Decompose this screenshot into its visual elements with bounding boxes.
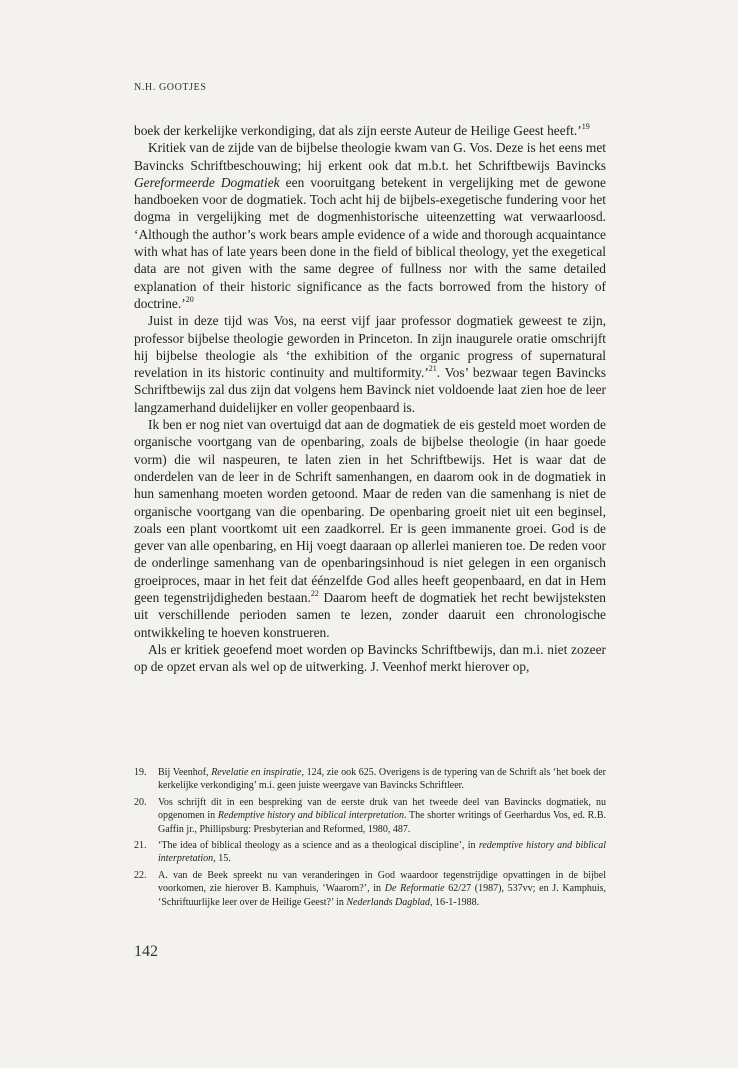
page-number: 142 <box>134 943 158 960</box>
footnote-19: 19. Bij Veenhof, Revelatie en inspiratie, 124, zie ook 625. Overigens is de typering van de Schrift als ‘het boek der kerkelijke verkondiging’ m.i. geen juiste weergave van Bavincks Schriftleer. <box>134 767 606 792</box>
footnote-20: 20. Vos schrijft dit in een bespreking van de eerste druk van het tweede deel van Bavincks dogmatiek, nu opgenomen in Redemptive history and biblical interpretation. The shorter writings of Geerhardus Vos, ed. R.B. Gaffin jr., Phillipsburg: Presbyterian and Reformed, 1980, 487. <box>134 796 607 835</box>
footnote-ref-22: 22 <box>310 589 319 599</box>
footnote-ref-21: 21 <box>428 364 437 374</box>
footnote-21: 21. ‘The idea of biblical theology as a science and as a theological discipline’, in redemptive history and biblical interpretation, 15. <box>134 840 606 865</box>
book-title: Gereformeerde Dogmatiek <box>134 174 280 190</box>
body-text <box>134 122 606 676</box>
running-head: N.H. GOOTJES <box>134 82 207 93</box>
footnote-22: 22. A. van de Beek spreekt nu van veranderingen in God waardoor tegenstrijdige opvattingen in de bijbel voorkomen, zie hierover B. Kamphuis, ‘Waarom?’, in De Reformatie 62/27 (1987), 537vv; en J. Kamphuis, ‘Schriftuurlijke leer over de Heilige Geest?’ in Nederlands Dagblad, 16-1-1988. <box>134 869 607 908</box>
paragraph-1: boek der kerkelijke verkondiging, dat als zijn eerste Auteur de Heilige Geest heeft.’$^{19}$ <box>134 122 590 138</box>
footnotes <box>134 766 606 912</box>
footnote-ref-20: 20 <box>185 294 194 304</box>
paragraph-2: Kritiek van de zijde van de bijbelse theologie kwam van G. Vos. Deze is het eens met Bavincks Schriftbeschouwing; hij erkent ook dat m.b.t. het Schriftbewijs Bavincks Gereformeerde Dogmatiek een vooruitgang betekent in vergelijking met de gewone handboeken voor de dogmatiek. Toch acht hij de bijbels-exegetische fundering voor het dogma in vergelijking met de dogmenhistorische uiteenzetting wat verwaarloosd. ‘Although the author’s work bears ample evidence of a wide and thorough acquaintance with what has of late years been done in the field of biblical theology, yet the exegetical data are not given with the same degree of fullness nor with the same detailed explanation of their historic significance as the facts borrowed from the history of doctrine.’$^{20}$ <box>134 140 606 311</box>
paragraph-4: Ik ben er nog niet van overtuigd dat aan de dogmatiek de eis gesteld moet worden de organische voortgang van de openbaring, zoals de bijbelse theologie (in haar goede vorm) die wil naspeuren, te laten zien in het Schriftbewijs. Het is waar dat de onderdelen van de leer in de Schrift samenhangen, en daarom ook in de dogmatiek in hun samenhang moeten worden getoond. Maar de reden van die samenhang is niet de organische voortgang van die openbaring. De openbaring groeit niet uit een beginsel, zoals een plant voortkomt uit een zaadkorrel. Er is geen immanente groei. God is de gever van alle openbaring, en Hij voegt daaraan op allerlei manieren toe. De reden voor de onderlinge samenhang van de openbaringsinhoud is niet gelegen in een organisch groeiproces, maar in het feit dat éénzelfde God alles heeft geopenbaard, en dat in Hem geen tegenstrijdigheden bestaan.$^{22}$ Daarom heeft de dogmatiek het recht bewijsteksten uit verschillende perioden samen te lezen, zonder daaruit een chronologische ontwikkeling te hoeven konstrueren. <box>134 417 606 640</box>
footnote-ref-19: 19 <box>581 122 590 131</box>
paragraph-3: Juist in deze tijd was Vos, na eerst vijf jaar professor dogmatiek geweest te zijn, professor bijbelse theologie geworden in Princeton. In zijn inaugurele oratie omschrijft hij bijbelse theologie als ‘the exhibition of the organic progress of supernatural revelation in its historic continuity and multiformity.’$^{21}$. Vos’ bezwaar tegen Bavincks Schriftbewijs zal dus zijn dat volgens hem Bavinck niet voldoende laat zien hoe de leer langzamerhand duidelijker en voller geopenbaard is. <box>134 313 606 415</box>
paragraph-5: Als er kritiek geoefend moet worden op Bavincks Schriftbewijs, dan m.i. niet zozeer op de opzet ervan als wel op de uitwerking. J. Veenhof merkt hierover op, <box>134 641 606 675</box>
